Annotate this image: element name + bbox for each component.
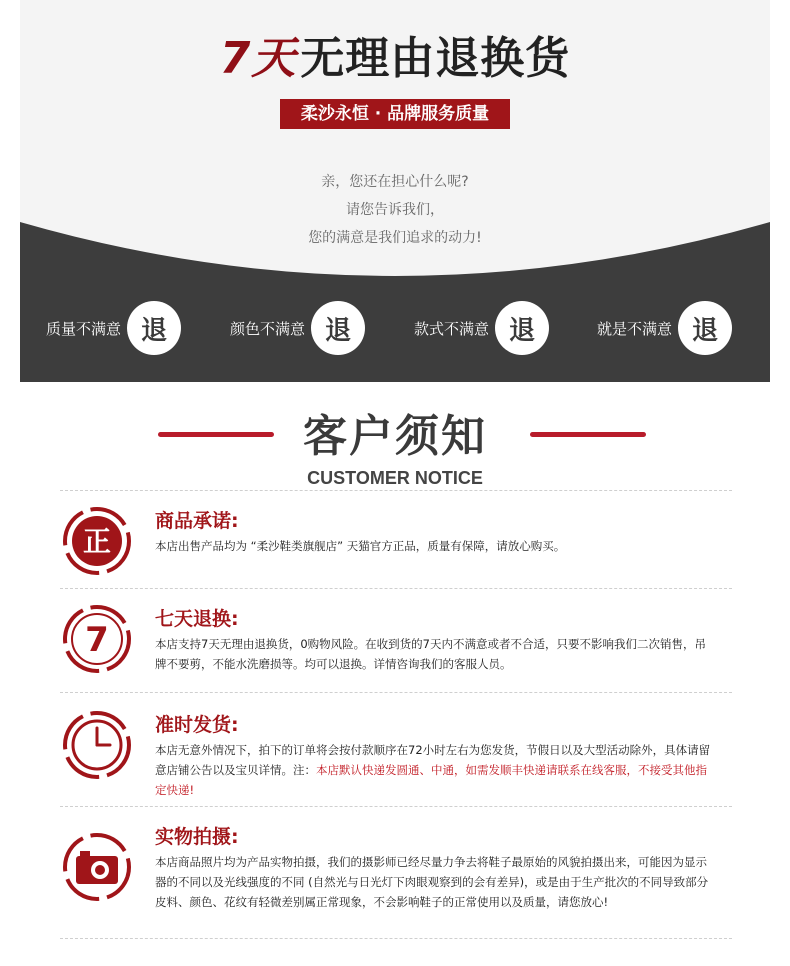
divider (60, 806, 732, 807)
return-badge: 退 (311, 301, 365, 355)
reason-label: 款式不满意 (414, 319, 490, 338)
reason-quality (46, 298, 181, 358)
notice-subtitle: CUSTOMER NOTICE (307, 468, 483, 488)
reason-style (414, 298, 549, 358)
item-body: 本店支持7天无理由退换货，0购物风险。在收到货的7天内不满意或者不合适，只要不影响我们二次销售，吊牌不要剪，不能水洗磨损等。均可以退换。详情咨询我们的客服人员。 (155, 637, 706, 671)
brand-tag: 柔沙永恒 · 品牌服务质量 (280, 99, 510, 129)
reason-label: 颜色不满意 (230, 319, 306, 338)
hero-line-2: 请您告诉我们， (346, 202, 444, 218)
divider (60, 490, 732, 491)
hero-title-red: 7天 (219, 33, 297, 84)
hero-lines (20, 168, 770, 252)
hero-title (20, 22, 770, 86)
divider (60, 588, 732, 589)
reason-label: 质量不满意 (46, 319, 122, 338)
reason-row (20, 298, 770, 358)
return-badge: 退 (127, 301, 181, 355)
notice-heading (0, 390, 790, 490)
hero-line-3: 您的满意是我们追求的动力! (308, 230, 482, 246)
hero-title-rest: 无理由退换货 (300, 33, 571, 84)
reason-label: 就是不满意 (597, 319, 673, 338)
hero-banner (20, 0, 770, 382)
return-badge: 退 (495, 301, 549, 355)
item-body-text: 本店无意外情况下，拍下的订单将会按付款顺序在72小时左右为您发货，节假日以及大型活动除外，具体请留意店铺公告以及宝贝详情。注： (155, 743, 711, 777)
return-badge: 退 (678, 301, 732, 355)
clock-icon (62, 710, 132, 780)
zheng-badge-icon (62, 506, 132, 576)
item-heading: 七天退换: (155, 608, 239, 630)
divider (60, 938, 732, 939)
item-heading: 商品承诺: (155, 510, 239, 532)
seven-days-text: 7 (85, 620, 109, 660)
seven-days-icon (62, 604, 132, 674)
item-body (155, 740, 715, 800)
item-body: 本店出售产品均为 “柔沙鞋类旗舰店” 天猫官方正品，质量有保障，请放心购买。 (155, 539, 566, 553)
zheng-badge-text: 正 (82, 525, 112, 558)
hero-line-1: 亲，您还在担心什么呢? (321, 174, 469, 190)
notice-title: 客户须知 (303, 411, 487, 462)
item-heading: 准时发货: (155, 714, 239, 736)
item-body-highlight: 本店默认快递发圆通、中通，如需发顺丰快递请联系在线客服，不接受其他指定快递! (155, 763, 707, 797)
divider (60, 692, 732, 693)
item-heading: 实物拍摄: (155, 826, 239, 848)
camera-icon (62, 832, 132, 902)
reason-any (597, 298, 732, 358)
reason-color (230, 298, 365, 358)
item-body: 本店商品照片均为产品实物拍摄，我们的摄影师已经尽量力争去将鞋子最原始的风貌拍摄出来，可能因为显示器的不同以及光线强度的不同 (自然光与日光灯下肉眼观察到的会有差异)，或是由于生产批次的不同导致部分皮料、颜色、花纹有轻微差别属正常现象，不会影响鞋子的正常使用以及质量，请您放心! (155, 855, 709, 909)
